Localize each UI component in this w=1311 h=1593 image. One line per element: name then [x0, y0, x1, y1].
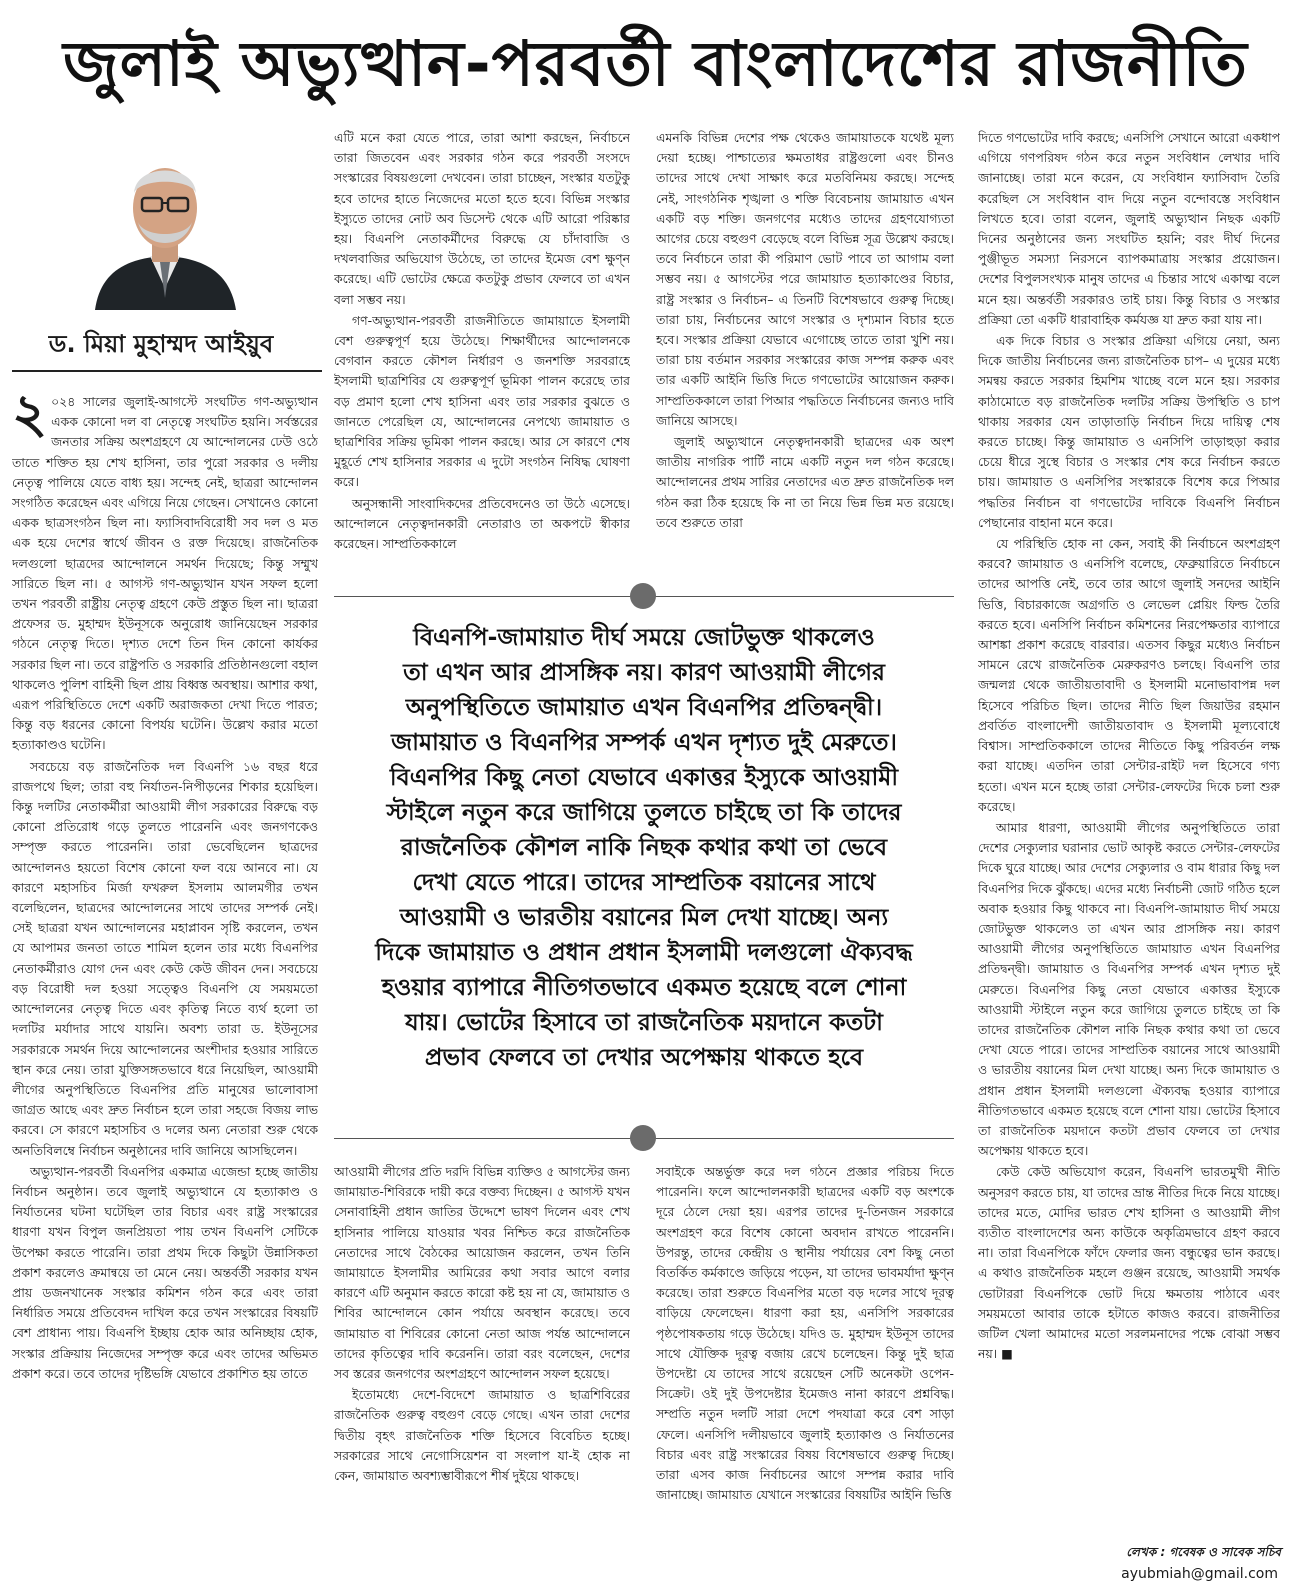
- column-4-paragraph-3: যে পরিস্থিতি হোক না কেন, সবাই কী নির্বাচনে অংশগ্রহণ করবে? জামায়াত ও এনসিপি বলেছে, ফেব্রুয়ারিতে নির্বাচনে তাদের আপত্তি নেই, তবে তার আগে জুলাই সনদের আইনি ভিত্তি, বিচারকাজে অগ্রগতি ও লেভেল প্লেয়িং ফিল্ড তৈরি করতে হবে। এনসিপি নির্বাচন কমিশনের নিরপেক্ষতার ব্যাপারে আশঙ্কা প্রকাশ করেছে বারবার। এতসব কিছুর মধ্যেও নির্বাচন সামনে রেখে রাজনৈতিক মেরুকরণও চলছে। বিএনপি তার জন্মলগ্ন থেকে জাতীয়তাবাদী ও ইসলামী মনোভাবাপন্ন দল হিসেবে পরিচিত ছিল। তাদের নীতি ছিল জিয়াউর রহমান প্রবর্তিত বাংলাদেশী জাতীয়তাবাদ ও ইসলামী মূল্যবোধে বিশ্বাস। সাম্প্রতিককালে তাদের নীতিতে কিছু পরিবর্তন লক্ষ করা যাচ্ছে। এতদিন তারা সেন্টার-রাইট দল হিসেবে গণ্য হতো। এখন মনে হচ্ছে তারা সেন্টার-লেফটের দিকে চলা শুরু করেছে।: [978, 536, 1280, 814]
- column-2-bottom: [334, 1162, 630, 1582]
- pullquote-bottom-dot: [630, 1125, 656, 1151]
- column-2-top-paragraph-3: অনুসন্ধানী সাংবাদিকদের প্রতিবেদনেও তা উঠে এসেছে। আন্দোলনে নেতৃত্বদানকারী নেতারাও তা অকপটে স্বীকার করেছেন। সাম্প্রতিককালে: [334, 495, 630, 552]
- pullquote-line: রাজনৈতিক কৌশল নাকি নিছক কথার কথা তা ভেবে: [400, 833, 888, 861]
- author-name: ড. মিয়া মুহাম্মদ আইয়ুব: [48, 330, 274, 358]
- pullquote-line: জামায়াত ও বিএনপির সম্পর্ক এখন দৃশ্যত দুই মেরুতে।: [391, 728, 897, 756]
- author-divider: [12, 370, 322, 372]
- pullquote-line: দিকে জামায়াত ও প্রধান প্রধান ইসলামী দলগুলো ঐক্যবদ্ধ: [375, 938, 913, 966]
- column-2-top-paragraph-1: এটি মনে করা যেতে পারে, তারা আশা করছেন, নির্বাচনে তারা জিতবেন এবং সরকার গঠন করে পরবর্তী সংসদে সংস্কারের বিষয়গুলো দেখবেন। তারা চাচ্ছেন, সংস্কার যতটুকু হবে তাদের হাতে নিজেদের মতো হতে হবে। বিভিন্ন সংস্কার ইস্যুতে তাদের নোট অব ডিসেন্ট থেকে এটি আরো পরিষ্কার হয়। বিএনপি নেতাকর্মীদের বিরুদ্ধে যে চাঁদাবাজি ও দখলবাজির অভিযোগ উঠেছে, তা তাদের ইমেজ বেশ ক্ষুণ্ন করেছে। এটি ভোটের ক্ষেত্রে কতটুকু প্রভাব ফেলবে তা এখন বলা সম্ভব নয়।: [334, 130, 630, 307]
- column-3-top-paragraph-1: এমনকি বিভিন্ন দেশের পক্ষ থেকেও জামায়াতকে যথেষ্ট মূল্য দেয়া হচ্ছে। পাশ্চাত্যের ক্ষমতাধর রাষ্ট্রগুলো এবং চীনও তাদের সাথে দেখা সাক্ষাৎ করে মতবিনিময় করছে। সন্দেহ নেই, সাংগঠনিক শৃঙ্খলা ও শক্তি বিবেচনায় জামায়াত এখন একটি বড় শক্তি। জনগণের মধ্যেও তাদের গ্রহণযোগ্যতা আগের চেয়ে বহুগুণ বেড়েছে বলে বিভিন্ন সূত্র উল্লেখ করছে। তবে নির্বাচনে তারা কী পরিমাণ ভোট পাবে তা আগাম বলা সম্ভব নয়। ৫ আগস্টের পরে জামায়াত হত্যাকাণ্ডের বিচার, রাষ্ট্র সংস্কার ও নির্বাচন– এ তিনটি বিশেষভাবে গুরুত্ব দিচ্ছে। তারা চায়, নির্বাচনের আগে সংস্কার ও দৃশ্যমান বিচার হতে হবে। সংস্কার প্রক্রিয়া যেভাবে এগোচ্ছে তাতে তারা খুশি নয়। তারা চায় বর্তমান সরকার সংস্কারের কাজ সম্পন্ন করুক এবং তার একটি আইনি ভিত্তি দিতে গণভোটের আয়োজন করুক। সাম্প্রতিককালে তারা পিআর পদ্ধতিতে নির্বাচনের জন্যও দাবি জানিয়ে আসছে।: [656, 130, 954, 428]
- column-1-paragraph-2: সবচেয়ে বড় রাজনৈতিক দল বিএনপি ১৬ বছর ধরে রাজপথে ছিল; তারা বহু নির্যাতন-নিপীড়নের শিকার হয়েছিল। কিন্তু দলটির নেতাকর্মীরা আওয়ামী লীগ সরকারের বিরুদ্ধে বড় কোনো প্রতিরোধ গড়ে তুলতে পারেননি এবং জনগণকেও সম্পৃক্ত করতে পারেননি। তারা ভেবেছিলেন ছাত্রদের আন্দোলনও হয়তো বিশেষ কোনো ফল বয়ে আনবে না। যে কারণে মহাসচিব মির্জা ফখরুল ইসলাম আলমগীর তখন বলেছিলেন, ছাত্রদের আন্দোলনের সাথে তাদের সম্পর্ক নেই। সেই ছাত্ররা যখন আন্দোলনের মহাপ্লাবন সৃষ্টি করলেন, তখন যে আপামর জনতা তাতে শামিল হলেন তার মধ্যে বিএনপির নেতাকর্মীরাও যোগ দেন এবং কেউ কেউ জীবন দেন। সবচেয়ে বড় বিরোধী দল হওয়া সত্ত্বেও বিএনপি যে সময়মতো আন্দোলনের নেতৃত্ব দিতে এবং কৃতিত্ব নিতে ব্যর্থ হলো তা দলটির মর্যাদার সাথে যায়নি। অবশ্য তারা ড. ইউনূসের সরকারকে সমর্থন দিয়ে আন্দোলনের অংশীদার হওয়ার সারিতে স্থান করে নেয়। তারা যুক্তিসঙ্গতভাবে ধরে নিয়েছিল, আওয়ামী লীগের অনুপস্থিতিতে বিএনপির প্রতি মানুষের ভালোবাসা জাগ্রত আছে এবং দ্রুত নির্বাচন হলে তারা সহজে বিজয় লাভ করবে। সে কারণে মহাসচিব ও দলের অন্য নেতারা শুরু থেকে অনতিবিলম্বে নির্বাচন অনুষ্ঠানের দাবি জানিয়ে আসছিলেন।: [12, 758, 318, 1158]
- column-2-bottom-paragraph-1: আওয়ামী লীগের প্রতি দরদি বিভিন্ন ব্যক্তিও ৫ আগস্টের জন্য জামায়াত-শিবিরকে দায়ী করে বক্তব্য দিচ্ছেন। ৫ আগস্ট যখন সেনাবাহিনী প্রধান জাতির উদ্দেশে ভাষণ দিলেন এবং শেখ হাসিনার পালিয়ে যাওয়ার খবর নিশ্চিত করে রাজনৈতিক নেতাদের সাথে বৈঠকের আয়োজন করলেন, তখন তিনি জামায়াতে ইসলামীর আমিরের কথা সবার আগে বলার কারণে এটি অনুমান করতে কারো কষ্ট হয় না যে, জামায়াত ও শিবির আন্দোলনে কোন পর্যায়ে অবস্থান করেছে। তবে জামায়াত বা শিবিরের কোনো নেতা আজ পর্যন্ত আন্দোলনে তাদের কৃতিত্বের দাবি করেননি। তারা বরং বলেছেন, দেশের সব স্তরের জনগণের অংশগ্রহণে আন্দোলন সফল হয়েছে।: [334, 1164, 630, 1382]
- column-3-bottom: [656, 1162, 954, 1582]
- pullquote-top-dot: [630, 583, 656, 609]
- pullquote-line: বিএনপির কিছু নেতা যেভাবে একাত্তর ইস্যুকে আওয়ামী: [389, 763, 899, 791]
- pullquote-line: বিএনপি-জামায়াত দীর্ঘ সময়ে জোটভুক্ত থাকলেও: [413, 623, 875, 651]
- column-4-paragraph-5: কেউ কেউ অভিযোগ করেন, বিএনপি ভারতমুখী নীতি অনুসরণ করতে চায়, যা তাদের ভ্রান্ত নীতির দিকে নিয়ে যাচ্ছে। তাদের মতে, মোদির ভারত শেখ হাসিনা ও আওয়ামী লীগ ব্যতীত বাংলাদেশের অন্য কাউকে অকৃত্রিমভাবে গ্রহণ করবে না। তারা বিএনপিকে ফাঁদে ফেলার জন্য বন্ধুত্বের ভান করছে। এ কথাও রাজনৈতিক মহলে গুঞ্জন রয়েছে, আওয়ামী সমর্থক ভোটাররা বিএনপিকে ভোট দিয়ে ক্ষমতায় পাঠাবে এবং সময়মতো আবার তাকে হটাতে কাজও করবে। রাজনীতির জটিল খেলা আমাদের মতো সরলমনাদের পক্ষে বোঝা সম্ভব নয়। ■: [978, 1164, 1280, 1362]
- pullquote-line: যায়। ভোটের হিসাবে তা রাজনৈতিক ময়দানে কতটা: [405, 1008, 883, 1036]
- column-1: [12, 392, 318, 1580]
- pullquote-line: আওয়ামী ও ভারতীয় বয়ানের মিল দেখা যাচ্ছে। অন্য: [399, 903, 889, 931]
- pullquote-line: তা এখন আর প্রাসঙ্গিক নয়। কারণ আওয়ামী লীগের: [403, 658, 885, 686]
- column-1-paragraph-1: ২ ০২৪ সালের জুলাই-আগস্টে সংঘটিত গণ-অভ্যুত্থান একক কোনো দল বা নেতৃত্বে সংঘটিত হয়নি। সর্বস্তরের জনতার সক্রিয় অংশগ্রহণে যে আন্দোলনের ঢেউ ওঠে তাতে শক্তিত হয় শেখ হাসিনা, তার পুরো সরকার ও দলীয় নেতৃত্ব পালিয়ে যেতে বাধ্য হয়। সন্দেহ নেই, ছাত্ররা আন্দোলন সংগঠিত করেছেন এবং এগিয়ে নিয়ে গেছেন। সেখানেও কোনো একক ছাত্রসংগঠন ছিল না। ফ্যাসিবাদবিরোধী সব দল ও মত এক হয়ে দেশের স্বার্থে জীবন ও রক্ত দিয়েছে। রাজনৈতিক দলগুলো ছাত্রদের আন্দোলনে সমর্থন দিয়েছে; কিন্তু সম্মুখ সারিতে ছিল না। ৫ আগস্ট গণ-অভ্যুত্থান যখন সফল হলো তখন পরবর্তী রাষ্ট্রীয় নেতৃত্ব গ্রহণে কেউ প্রস্তুত ছিল না। ছাত্ররা প্রফেসর ড. মুহাম্মদ ইউনূসকে অনুরোধ জানিয়েছেন সরকার গঠনে নেতৃত্ব দিতে। দৃশ্যত দেশে তিন দিন কোনো কার্যকর সরকার ছিল না। তবে রাষ্ট্রপতি ও সরকারি প্রতিষ্ঠানগুলো বহাল থাকলেও পুলিশ বাহিনী ছিল প্রায় বিধ্বস্ত অবস্থায়। আশার কথা, এরূপ পরিস্থিতিতে দেশে একটি অরাজকতা দেখা দিতে পারত; কিন্তু বড় ধরনের কোনো বিপর্যয় ঘটেনি। উল্লেখ করার মতো হত্যাকাণ্ডও ঘটেনি।: [12, 392, 318, 753]
- column-4-paragraph-4: আমার ধারণা, আওয়ামী লীগের অনুপস্থিতিতে তারা দেশের সেক্যুলার ঘরানার ভোট আকৃষ্ট করতে সেন্টার-লেফটের দিকে ঘুরে যাচ্ছে। আর দেশের সেক্যুলার ও বাম ধারার কিছু দল বিএনপির দিকে ঝুঁকছে। এদের মধ্যে নির্বাচনী জোট গঠিত হলে অবাক হওয়ার কিছু থাকবে না। বিএনপি-জামায়াত দীর্ঘ সময়ে জোটভুক্ত থাকলেও তা এখন আর প্রাসঙ্গিক নয়। কারণ আওয়ামী লীগের অনুপস্থিতিতে জামায়াত এখন বিএনপির প্রতিদ্বন্দ্বী। জামায়াত ও বিএনপির সম্পর্ক এখন দৃশ্যত দুই মেরুতে। বিএনপির কিছু নেতা যেভাবে একাত্তর ইস্যুকে আওয়ামী স্টাইলে নতুন করে জাগিয়ে তুলতে চাইছে তা কি তাদের রাজনৈতিক কৌশল নাকি নিছক কথার কথা তা ভেবে দেখা যেতে পারে। তাদের সাম্প্রতিক বয়ানের সাথে আওয়ামী ও ভারতীয় বয়ানের মিল দেখা যাচ্ছে। অন্য দিকে জামায়াত ও প্রধান প্রধান ইসলামী দলগুলো ঐক্যবদ্ধ হওয়ার ব্যাপারে নীতিগতভাবে একমত হয়েছে বলে শোনা যায়। ভোটের হিসাবে তা রাজনৈতিক ময়দানে কতটা প্রভাব ফেলবে তা দেখার অপেক্ষায় থাকতে হবে।: [978, 819, 1280, 1159]
- author-byline: লেখক : গবেষক ও সাবেক সচিব: [1126, 1545, 1281, 1559]
- column-4-paragraph-1: দিতে গণভোটের দাবি করছে; এনসিপি সেখানে আরো একধাপ এগিয়ে গণপরিষদ গঠন করে নতুন সংবিধান লেখার দাবি জানাচ্ছে। তারা মনে করেন, যে সংবিধান ফ্যাসিবাদ তৈরি করেছিল সে সংবিধান বাদ দিয়ে নতুন বন্দোবস্তে সংবিধান লিখতে হবে। তারা বলেন, জুলাই অভ্যুত্থান নিছক একটি দিনের অনুষ্ঠানের জন্য সংঘটিত হয়নি; বরং দীর্ঘ দিনের পুঞ্জীভূত সমস্যা নিরসনে ব্যাপকমাত্রায় সংস্কার প্রয়োজন। দেশের বিপুলসংখ্যক মানুষ তাদের এ চিন্তার সাথে একাত্ম বলে মনে হয়। অন্তর্বর্তী সরকারও তাই চায়। কিন্তু বিচার ও সংস্কার প্রক্রিয়া তো একটি ধারাবাহিক কর্মযজ্ঞ যা দ্রুত করা যায় না।: [978, 130, 1280, 327]
- drop-cap: ২: [12, 392, 48, 445]
- column-2-top: [334, 128, 630, 568]
- column-1-paragraph-3: অভ্যুত্থান-পরবর্তী বিএনপির একমাত্র এজেন্ডা হচ্ছে জাতীয় নির্বাচন অনুষ্ঠান। তবে জুলাই অভ্যুত্থানে যে হত্যাকাণ্ড ও নির্যাতনের ঘটনা ঘটেছিল তার বিচার এবং রাষ্ট্র সংস্কারের ধারণা যখন বিপুল জনপ্রিয়তা পায় তখন বিএনপি সেটিকে উপেক্ষা করতে পারেনি। তারা প্রথম দিকে কিছুটা উন্নাসিকতা প্রকাশ করলেও ক্রমান্বয়ে তা মেনে নেয়। অন্তর্বর্তী সরকার যখন প্রায় ডজনখানেক সংস্কার কমিশন গঠন করে এবং তারা নির্ধারিত সময়ে প্রতিবেদন দাখিল করে তখন সংস্কারের বিষয়টি বেশ প্রাধান্য পায়। বিএনপি ইচ্ছায় হোক আর অনিচ্ছায় হোক, সংস্কার প্রক্রিয়ায় নিজেদের সম্পৃক্ত করে এবং তাদের অভিমত প্রকাশ করে। তবে তাদের দৃষ্টিভঙ্গি যেভাবে প্রকাশিত হয় তাতে: [12, 1163, 318, 1381]
- pullquote-line: প্রভাব ফেলবে তা দেখার অপেক্ষায় থাকতে হবে: [424, 1043, 864, 1071]
- pullquote-line: স্টাইলে নতুন করে জাগিয়ে তুলতে চাইছে তা কি তাদের: [386, 798, 902, 826]
- article-headline: জুলাই অভ্যুত্থান-পরবর্তী বাংলাদেশের রাজনীতি: [63, 27, 1248, 100]
- column-3-top-paragraph-2: জুলাই অভ্যুত্থানে নেতৃত্বদানকারী ছাত্রদের এক অংশ জাতীয় নাগরিক পার্টি নামে একটি নতুন দল গঠন করেছে। আন্দোলনের প্রথম সারির নেতাদের এত দ্রুত রাজনৈতিক দল গঠন করা ঠিক হয়েছে কি না তা নিয়ে ভিন্ন ভিন্ন মত রয়েছে। তবে শুরুতে তারা: [656, 434, 954, 530]
- column-2-bottom-paragraph-2: ইতোমধ্যে দেশে-বিদেশে জামায়াত ও ছাত্রশিবিরের রাজনৈতিক গুরুত্ব বহুগুণ বেড়ে গেছে। এখন তারা দেশের দ্বিতীয় বৃহৎ রাজনৈতিক শক্তি হিসেবে বিবেচিত হচ্ছে। সরকারের সাথে নেগোসিয়েশন বা সংলাপ যা-ই হোক না কেন, জামায়াত অবশ্যম্ভাবীরূপে শীর্ষ দুইয়ে থাকছে।: [334, 1387, 630, 1484]
- author-photo: [90, 138, 240, 310]
- pullquote-line: হওয়ার ব্যাপারে নীতিগতভাবে একমত হয়েছে বলে শোনা: [381, 973, 907, 1001]
- column-2-top-paragraph-2: গণ-অভ্যুত্থান-পরবর্তী রাজনীতিতে জামায়াতে ইসলামী বেশ গুরুত্বপূর্ণ হয়ে উঠেছে। শিক্ষার্থীদের আন্দোলনকে বেগবান করতে কৌশল নির্ধারণ ও জনশক্তি সরবরাহে ইসলামী ছাত্রশিবির যে গুরুত্বপূর্ণ ভূমিকা পালন করেছে তার বড় প্রমাণ হলো শেখ হাসিনা এবং তার সরকার বুঝতে ও জানতে পেরেছিল যে, আন্দোলনের নেপথ্যে জামায়াত ও ছাত্রশিবির সক্রিয় ভূমিকা পালন করছে। আর সে কারণে শেষ মুহূর্তে শেখ হাসিনার সরকার এ দুটো সংগঠন নিষিদ্ধ ঘোষণা করে।: [334, 312, 630, 490]
- pullquote: [344, 620, 944, 1112]
- pullquote-line: অনুপস্থিতিতে জামায়াত এখন বিএনপির প্রতিদ্বন্দ্বী।: [405, 693, 883, 721]
- pullquote-line: দেখা যেতে পারে। তাদের সাম্প্রতিক বয়ানের সাথে: [412, 868, 876, 896]
- column-4: [978, 128, 1280, 1540]
- author-email[interactable]: ayubmiah@gmail.com: [1121, 1566, 1278, 1582]
- column-3-bottom-paragraph-1: সবাইকে অন্তর্ভুক্ত করে দল গঠনে প্রজ্ঞার পরিচয় দিতে পারেননি। ফলে আন্দোলনকারী ছাত্রদের একটি বড় অংশকে দূরে ঠেলে দেয়া হয়। এরপর তাদের দু-তিনজন সরকারে অংশগ্রহণ করে বিশেষ কোনো অবদান রাখতে পারেননি। উপরন্তু, তাদের কেন্দ্রীয় ও স্থানীয় পর্যায়ের বেশ কিছু নেতা বিতর্কিত কর্মকাণ্ডে জড়িয়ে পড়েন, যা তাদের ভাবমর্যাদা ক্ষুণ্ন করেছে। তারা শুরুতে বিএনপির মতো বড় দলের সাথে দূরত্ব বাড়িয়ে ফেলেছেন। ধারণা করা হয়, এনসিপি সরকারের পৃষ্ঠপোষকতায় গড়ে উঠেছে। যদিও ড. মুহাম্মদ ইউনূস তাদের সাথে যৌক্তিক দূরত্ব বজায় রেখে চলেছেন। কিন্তু দুই ছাত্র উপদেষ্টা যে তাদের সাথে রয়েছেন সেটি অনেকটা ওপেন-সিক্রেট। ওই দুই উপদেষ্টার ইমেজও নানা কারণে প্রশ্নবিদ্ধ। সম্প্রতি নতুন দলটি সারা দেশে পদযাত্রা করে বেশ সাড়া ফেলে। এনসিপি দলীয়ভাবে জুলাই হত্যাকাণ্ড ও নির্যাতনের বিচার এবং রাষ্ট্র সংস্কারের বিষয় বিশেষভাবে গুরুত্ব দিচ্ছে। তারা এসব কাজ নির্বাচনের আগে সম্পন্ন করার দাবি জানাচ্ছে। জামায়াত যেখানে সংস্কারের বিষয়টির আইনি ভিত্তি: [656, 1164, 954, 1503]
- column-4-paragraph-2: এক দিকে বিচার ও সংস্কার প্রক্রিয়া এগিয়ে নেয়া, অন্য দিকে জাতীয় নির্বাচনের জন্য রাজনৈতিক চাপ– এ দুয়ের মধ্যে সমন্বয় করতে সরকার হিমশিম খাচ্ছে বলে মনে হয়। সরকার কাঠামোতে বড় রাজনৈতিক দলটির সক্রিয় উপস্থিতি ও চাপ থাকায় সরকার যেন তাড়াতাড়ি নির্বাচন দিয়ে দায়িত্ব শেষ করতে চাচ্ছে। কিন্তু জামায়াত ও এনসিপি তাড়াহুড়া করার চেয়ে ধীরে সুস্থে বিচার ও সংস্কার শেষ করে নির্বাচন করতে চায়। জামায়াত ও এনসিপির সংস্কারকে বিশেষ করে পিআর পদ্ধতির নির্বাচন বা গণভোটের দাবিকে বিএনপি নির্বাচন পেছানোর বাহানা মনে করে।: [978, 333, 1280, 530]
- column-3-top: [656, 128, 954, 568]
